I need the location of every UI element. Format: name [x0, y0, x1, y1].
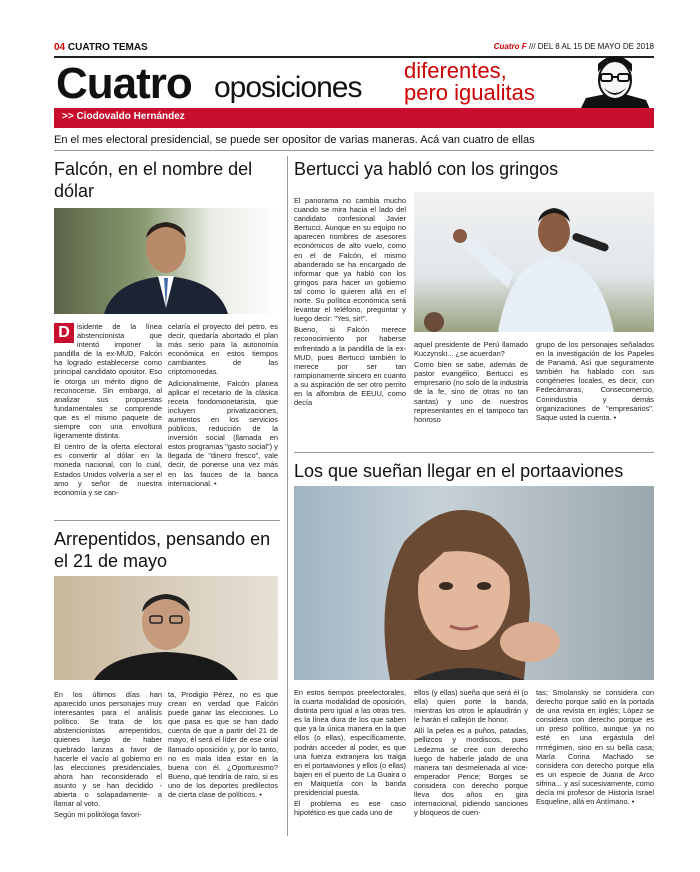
- section-name: CUATRO TEMAS: [67, 42, 148, 53]
- masthead-word-cuatro: Cuatro: [56, 59, 192, 108]
- arrepentidos-portrait-icon: [54, 576, 278, 680]
- bertucci-column-3: grupo de los personajes señalados en la investigación de los Papeles de Panamá. Así que seguramente también ha hablado con sus congéneres locales, es decir, con Fedecámaras, Consecomercio, Conindustria y demás organizaciones de "empresarios". Saque usted la cuenta. •: [536, 340, 654, 422]
- arrepentidos-column-2: ta, Prodigio Pérez, no es que crean en verdad que Falcón puede ganar las elecciones. Lo que pasa es que se han dado cuenta de que a partir del 21 de mayo, él será el líder de ese orial llamado oposición y, por lo tanto, no es mala idea estar en la buena con él. ¿Oportunismo? Bueno, qué tendría de raro, si es uno de los deportes predilectos de cierta clase de políticos. •: [168, 690, 278, 800]
- falcon-title: Falcón, en el nombre del dólar: [54, 159, 253, 201]
- page-number: 04: [54, 42, 66, 53]
- falcon-portrait-icon: [54, 208, 278, 314]
- issue-date: /// DEL 8 AL 15 DE MAYO DE 2018: [528, 42, 654, 51]
- section-divider-right: [294, 452, 654, 453]
- deck-text: En el mes electoral presidencial, se puede ser opositor de varias maneras. Acá van cuatro de ellas: [54, 134, 535, 146]
- arrepentidos-photo: [54, 576, 278, 680]
- masthead-word-oposiciones: oposiciones: [214, 71, 362, 104]
- portaaviones-title: Los que sueñan llegar en el portaaviones: [294, 461, 624, 481]
- falcon-column-1: D isidente de la línea abstencionista que intentó imponer la pandilla de la ex-MUD, Falcón ha logrado establecerse como principal candidato opositor. Eso le otorga un mérito digno de reconocerse. Sin embargo, al analizar sus propuestas fundamentales se comprende que es el mismo paquete de siempre con una envoltura ligeramente distinta. El centro de la oferta electoral es convertir al dólar en la moneda nacional, con lo cual, Estados Unidos volvería a ser el amo y señor de nuestra economía y se can-: [54, 322, 162, 497]
- portaaviones-column-2: ellos (y ellas) sueña que será él (o ella) quien porte la banda, mientras los otros le aplaudirán y le harán el callejón de honor. Allí la pelea es a puños, patadas, pellizcos y mordiscos, pues Ledezma se cree con derecho luego de haberle jalado de una manera tan desmelenada al vice-emperador Pence; Borges se considera con derecho porque lleva dos años en gira internacional, pidiendo sanciones y bloqueos de cuen-: [414, 688, 528, 818]
- falcon-dropcap: D: [54, 323, 74, 343]
- masthead-word-diferentes: diferentes,: [404, 58, 507, 83]
- falcon-column-2: celaría el proyecto del petro, es decir, quedaría abortado el plan más serio para la autonomía económica en estos tiempos cambiantes de las criptomonedas. Adicionalmente, Falcón planea aplicar el recetario de la clásica receta fondomonetarista, que incluyen privatizaciones, aumentos en los servicios públicos, reducción de la inversión social (llamada en estos programas "gasto social") y llegada de "dinero fresco", vale decir, de ponerse una vez más en las fauces de la banca internacional. •: [168, 322, 278, 488]
- masthead-word-igualitas: pero igualitas: [404, 80, 535, 105]
- portaaviones-column-1: En estos tiempos preelectorales, la cuarta modalidad de oposición, distinta pero igual a las otras tres, es la línea dura de los que saben que ya la única manera en la que ellos (o ellas), específicamente, podrán acceder al poder, es que una fuerza extranjera los traiga en el portaaviones y ellos (o ellas) bajen en el puerto de La Guaira o en Maiquetía con la banda presidencial puesta. El problema es ese caso hipotético es que cada uno de: [294, 688, 406, 818]
- portaaviones-photo: [294, 486, 654, 680]
- portaaviones-column-3: tas; Smolansky se considera con derecho porque salió en la portada de una revista en inglés; López se considera con derecho porque es un preso político, aunque ya no esté en una ergástula del rrrrrégimen, sino en su bella casa; María Corina Machado se considera con derecho porque ella es un especie de Juana de Arco sifrina... y así sucesivamente, como decía mi profesor de Historia Israel Esqueline, allá en Antímano. •: [536, 688, 654, 807]
- byline: >> Ciodovaldo Hernández: [62, 111, 185, 122]
- falcon-photo: [54, 208, 278, 314]
- bertucci-speaking-icon: [414, 192, 654, 332]
- column-divider: [287, 156, 288, 836]
- arrepentidos-title: Arrepentidos, pensando en el 21 de mayo: [54, 529, 271, 571]
- bertucci-photo: [414, 192, 654, 332]
- deck-divider: [54, 150, 654, 151]
- masthead: [54, 58, 654, 108]
- bertucci-column-1: El panorama no cambia mucho cuando se mira hacia el lado del candidato confesional Javier Bertucci. Aunque en su equipo no aparecen nombres de asesores económicos de alto vuelo, como en el de Falcón, el mismo abanderado se ha encargado de informar que ya habló con los gringos para hacer un gobierno tal como lo quieren allá en el norte. Su política económica será levantar el teléfono, preguntar y luego decir: "Yes, sir!". Bueno, si Falcón merece reconocimiento por haberse enfrentado a la pandilla de la ex-MUD, pues Bertucci también lo merece por ser tan rampionamente sincero en cuanto a su aspiración de ser otro perrito en la alfombra de EEUU, como decía: [294, 196, 406, 408]
- author-caricature-icon: [576, 54, 654, 114]
- portaaviones-portrait-icon: [294, 486, 654, 680]
- section-divider-left: [54, 520, 280, 521]
- bertucci-column-2: aquel presidente de Perú llamado Kuczynski... ¿se acuerdan? Como bien se sabe, además de pastor evangélico, Bertucci es empresario (no solo de la industria de la fe, sino de otras no tan santas) y uno de nuestros representantes en el tampoco tan honroso: [414, 340, 528, 424]
- brand-logo: Cuatro F: [493, 42, 527, 51]
- bertucci-title: Bertucci ya habló con los gringos: [294, 159, 559, 179]
- arrepentidos-column-1: En los últimos días han aparecido unos personajes muy interesantes para el análisis político. Se trata de los abstencionistas arrepentidos, quienes luego de haber quebrado lanzas a favor de hacerle el vacío al gobierno en las elecciones presidenciales, ahora han reconsiderado el asunto y se han decidido -abierta o solapadamente- a llamar al voto. Según mi politóloga favori-: [54, 690, 162, 820]
